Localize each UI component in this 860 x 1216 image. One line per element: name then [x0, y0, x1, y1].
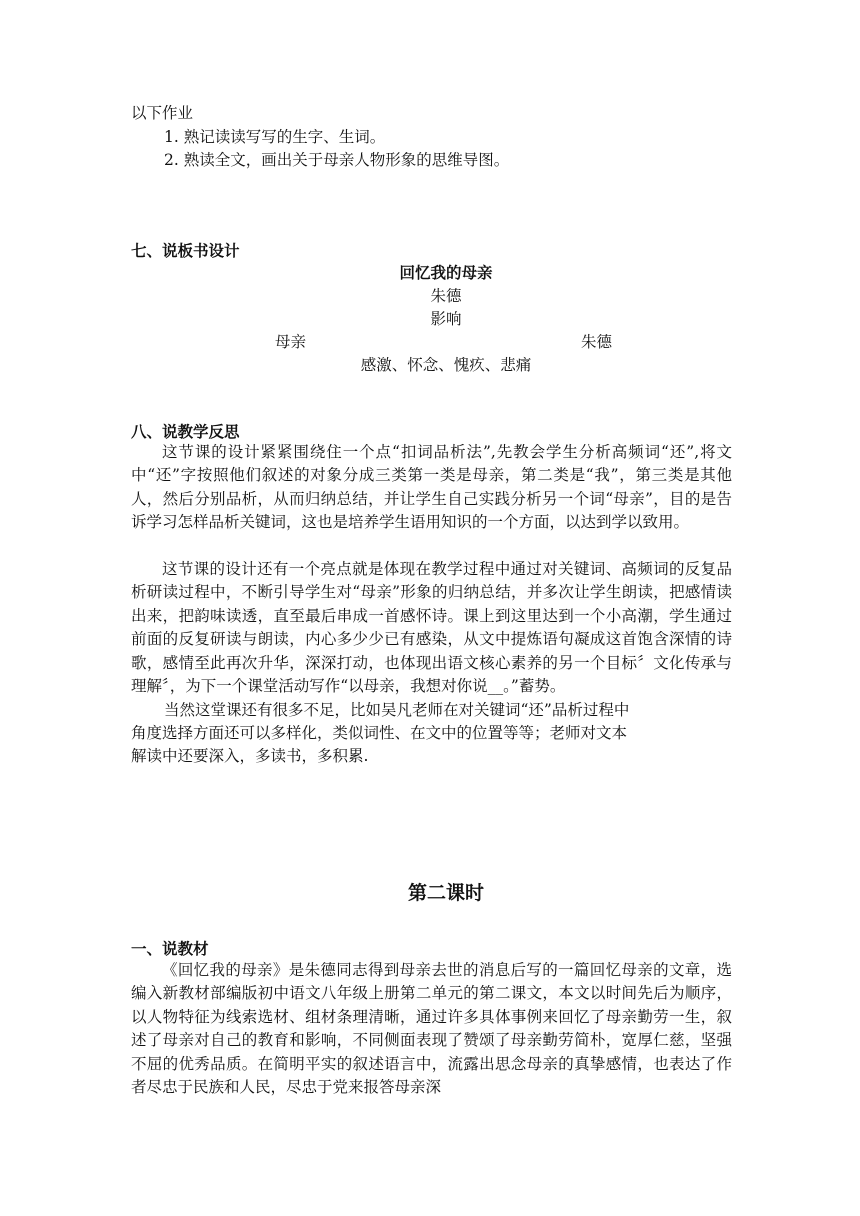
lesson2-title: 第二课时 [407, 882, 484, 904]
homework-item-1: 1. 熟记读读写写的生字、生词。 [164, 128, 386, 146]
board-author: 朱德 [430, 287, 462, 305]
section8-heading: 八、说教学反思 [131, 423, 240, 441]
reflection-paragraph-3-line-3: 解读中还要深入，多读书，多积累. [131, 747, 369, 765]
homework-item-2: 2. 熟读全文，画出关于母亲人物形象的思维导图。 [164, 151, 510, 169]
reflection-paragraph-2: 这节课的设计还有一个亮点就是体现在教学过程中通过对关键词、高频词的反复品析研读过程中，不断引导学生对“母亲”形象的归纳总结，并多次让学生朗读，把感情读出来，把韵味读透，直至最后串成一首感怀诗。课上到这里达到一个小高潮，学生通过前面的反复研读与朗读，内心多少少已有感染，从文中提炼语句凝成这首饱含深情的诗歌，感情至此再次升华，深深打动，也体现出语文核心素养的另一个目标〞文化传承与理解〞，为下一个课堂活动写作“以母亲，我想对你说__。”蓄势。 [131, 560, 732, 696]
lesson2-heading: 一、说教材 [131, 940, 209, 958]
board-left: 母亲 [275, 333, 307, 351]
textbook-paragraph-1: 《回忆我的母亲》是朱德同志得到母亲去世的消息后写的一篇回忆母亲的文章，选编入新教材部编版初中语文八年级上册第二单元的第二课文，本文以时间先后为顺序，以人物特征为线索选材、组材条理清晰，通过许多具体事例来回忆了母亲勤劳一生，叙述了母亲对自己的教育和影响，不同侧面表现了赞颂了母亲勤劳简朴，宽厚仁慈，坚强不屈的优秀品质。在简明平实的叙述语言中，流露出思念母亲的真挚感情，也表达了作者尽忠于民族和人民，尽忠于党来报答母亲深 [131, 961, 732, 1097]
reflection-paragraph-3-line-2: 角度选择方面还可以多样化，类似词性、在文中的位置等等；老师对文本 [131, 724, 628, 742]
reflection-paragraph-3-line-1: 当然这堂课还有很多不足，比如吴凡老师在对关键词“还”品析过程中 [164, 701, 630, 719]
board-right: 朱德 [581, 333, 613, 351]
reflection-paragraph-1: 这节课的设计紧紧围绕住一个点“扣词品析法”,先教会学生分析高频词“还”,将文中“还”字按照他们叙述的对象分成三类第一类是母亲，第二类是“我”，第三类是其他人，然后分别品析，从而归纳总结，并让学生自己实践分析另一个词“母亲”，目的是告诉学习怎样品析关键词，这也是培养学生语用知识的一个方面，以达到学以致用。 [131, 443, 732, 532]
section7-heading: 七、说板书设计 [131, 242, 240, 260]
board-bottom: 感激、怀念、愧疚、悲痛 [360, 356, 532, 374]
homework-intro: 以下作业 [131, 104, 194, 122]
board-title: 回忆我的母亲 [399, 264, 493, 282]
board-middle: 影响 [430, 310, 462, 328]
